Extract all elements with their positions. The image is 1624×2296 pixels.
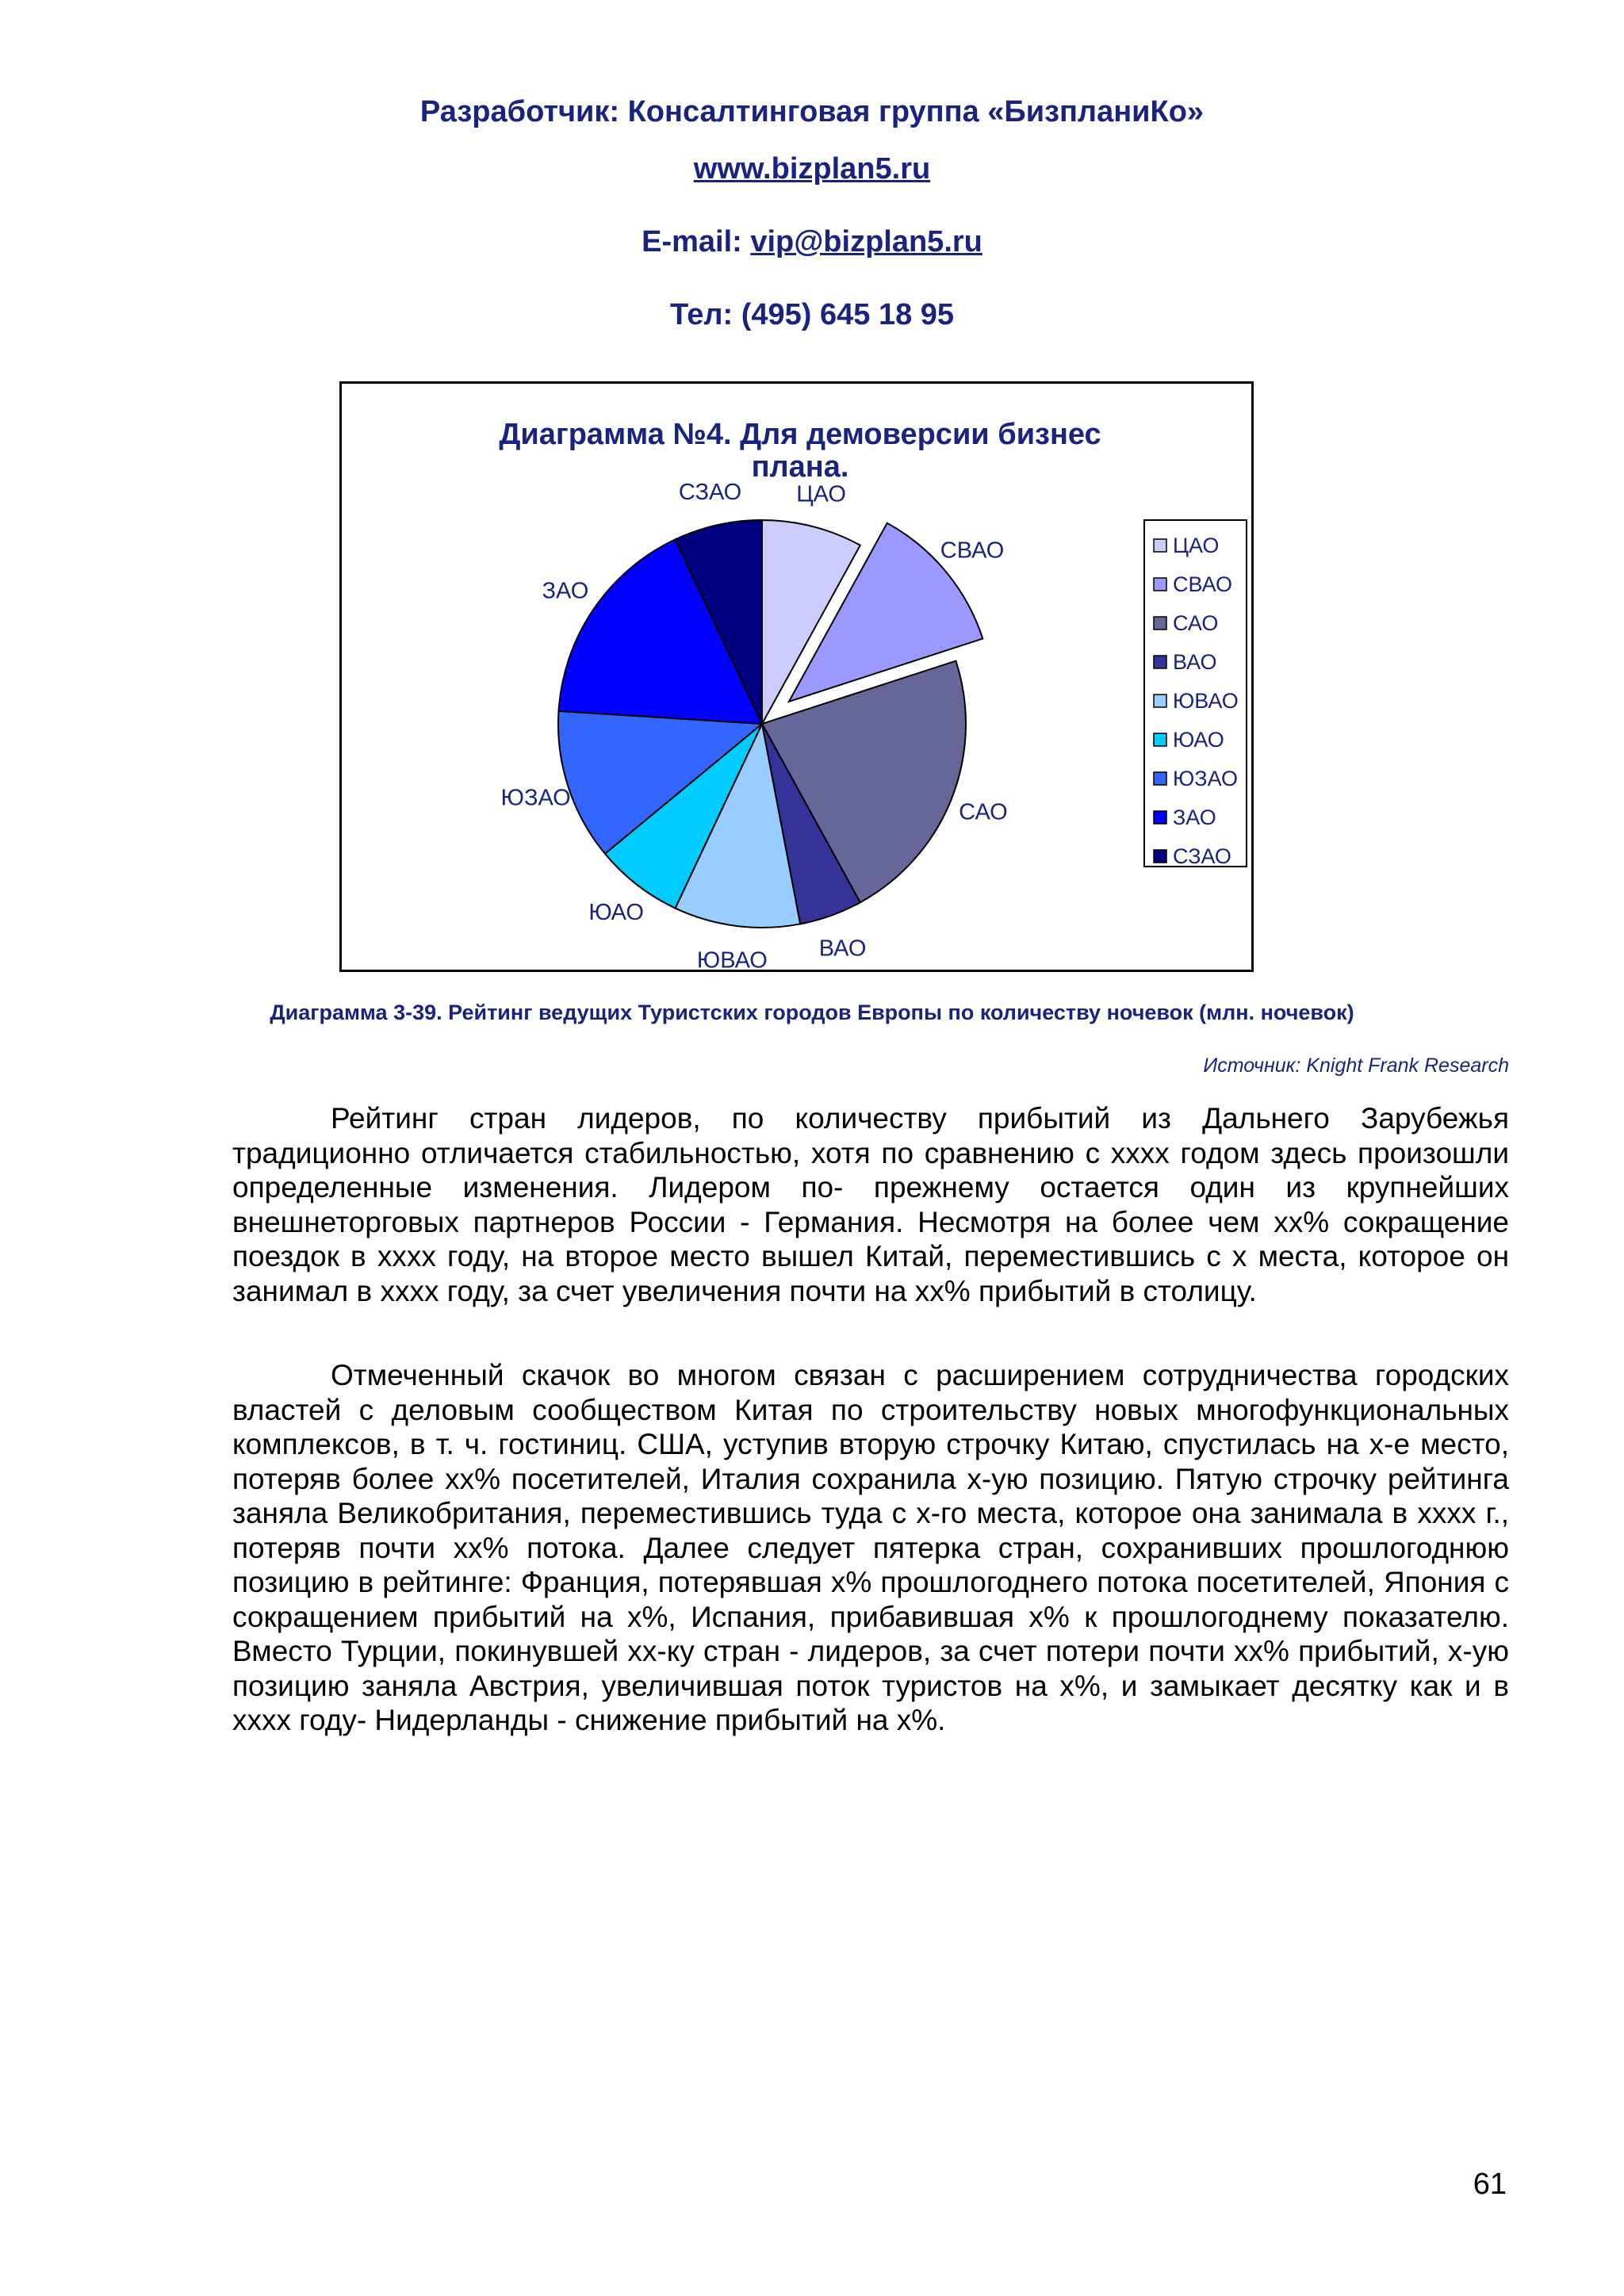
legend-swatch-3: [1154, 617, 1166, 629]
legend-label-2: СВАО: [1173, 572, 1233, 596]
legend-swatch-8: [1154, 811, 1166, 824]
pie-label-9: СЗАО: [678, 480, 742, 506]
chart-title-line2: плана.: [751, 450, 849, 484]
legend-swatch-2: [1154, 578, 1166, 591]
legend-label-9: СЗАО: [1173, 844, 1231, 868]
legend-label-4: ВАО: [1173, 650, 1217, 674]
chart-source: Источник: Knight Frank Research: [1203, 1054, 1509, 1077]
pie-label-6: ЮАО: [588, 900, 644, 926]
chart-title-line1: Диаграмма №4. Для демоверсии бизнес: [499, 418, 1101, 451]
email-link[interactable]: vip@bizplan5.ru: [750, 225, 982, 258]
legend-label-7: ЮЗАО: [1173, 767, 1239, 790]
legend-label-8: ЗАО: [1173, 806, 1216, 829]
pie-label-2: СВАО: [940, 538, 1005, 564]
legend-swatch-7: [1154, 772, 1166, 785]
legend-label-1: ЦАО: [1173, 534, 1220, 557]
website-line: [0, 152, 1624, 186]
legend-swatch-9: [1154, 850, 1166, 863]
phone-line: Тел: (495) 645 18 95: [669, 298, 955, 331]
page-number: 61: [1473, 2168, 1507, 2201]
pie-label-1: ЦАО: [796, 481, 846, 507]
legend-label-6: ЮАО: [1173, 728, 1224, 752]
legend-swatch-6: [1154, 733, 1166, 746]
pie-slices: [558, 520, 982, 928]
email-label: E-mail:: [642, 225, 751, 258]
paragraph-1: Рейтинг стран лидеров, по количеству прибытий из Дальнего Зарубежья традиционно отличается стабильностью, хотя по сравнению с хххх годом здесь произошли определенные изменения. Лидером по- прежнему остается один из крупнейших внешнеторговых партнеров России - Германия. Несмотря на более чем хх% сокращение поездок в хххх году, на второе место вышел Китай, переместившись с х места, которое он занимал в хххх году, за счет увеличения почти на хх% прибытий в столицу.: [232, 1102, 1509, 1307]
legend-swatch-4: [1154, 656, 1166, 668]
paragraph-2: Отмеченный скачок во многом связан с расширением сотрудничества городских властей с деловым сообществом Китая по строительству новых многофункциональных комплексов, в т. ч. гостиниц. США, уступив вторую строчку Китаю, спустилась на х-е место, потеряв более хх% посетителей, Италия сохранила х-ую позицию. Пятую строчку рейтинга заняла Великобритания, переместившись туда с х-го места, которое она занимала в хххх г., потеряв почти хх% потока. Далее следует пятерка стран, сохранивших прошлогоднюю позицию в рейтинге: Франция, потерявшая х% прошлогоднего потока посетителей, Япония с сокращением прибытий на х%, Испания, прибавившая х% к прошлогоднему показателю. Вместо Турции, покинувшей хх-ку стран - лидеров, за счет потери почти хх% прибытий, х-ую позицию заняла Австрия, увеличившая поток туристов на х%, и замыкает десятку как и в хххх году- Нидерланды - снижение прибытий на х%.: [232, 1359, 1509, 1736]
email-line: [0, 225, 1624, 259]
pie-label-5: ЮВАО: [696, 947, 768, 970]
pie-label-3: САО: [959, 799, 1008, 825]
chart-caption: Диаграмма 3-39. Рейтинг ведущих Туристских городов Европы по количеству ночевок (млн. ночевок): [270, 1001, 1354, 1024]
legend-swatch-5: [1154, 695, 1166, 707]
pie-label-4: ВАО: [818, 936, 867, 962]
pie-chart: [342, 384, 1251, 970]
chart-frame: [339, 381, 1254, 972]
developer-line: Разработчик: Консалтинговая группа «БизпланиКо»: [419, 95, 1205, 128]
website-link[interactable]: www.bizplan5.ru: [693, 152, 931, 186]
legend-label-3: САО: [1173, 611, 1219, 635]
legend-swatch-1: [1154, 539, 1166, 552]
pie-label-7: ЮЗАО: [500, 785, 571, 811]
pie-label-8: ЗАО: [542, 578, 589, 604]
legend-label-5: ЮВАО: [1173, 689, 1239, 713]
